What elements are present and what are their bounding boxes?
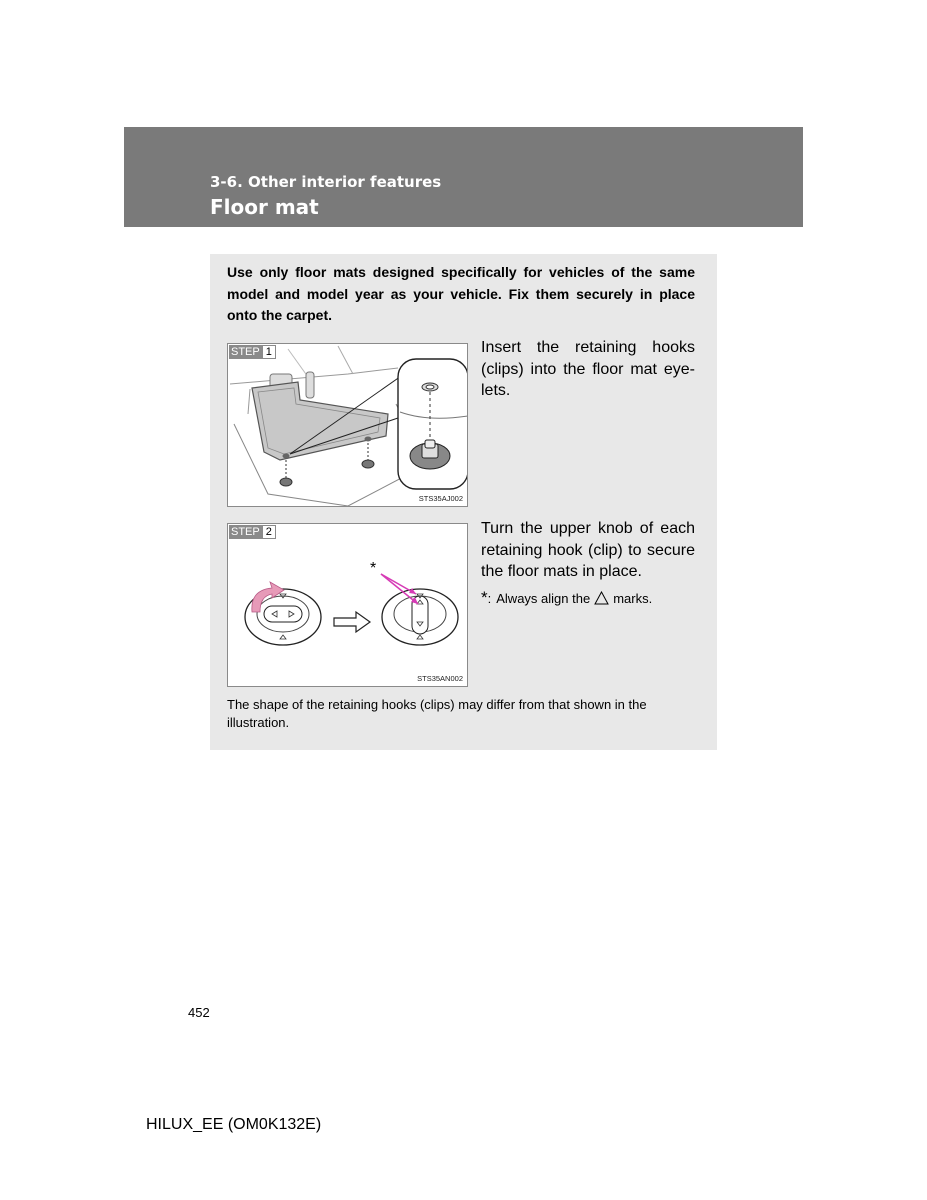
section-header bbox=[124, 127, 803, 227]
step2-badge bbox=[229, 525, 276, 539]
step2-instruction: Turn the upper knob of each retaining hook (clip) to secure the floor mats in place. bbox=[481, 520, 695, 580]
step1-badge bbox=[229, 345, 276, 359]
step2-illustration bbox=[227, 523, 468, 687]
note-colon: : bbox=[487, 591, 492, 606]
document-id: HILUX_EE (OM0K132E) bbox=[146, 1116, 322, 1133]
floor-mat-hook-drawing bbox=[228, 344, 468, 507]
intro-warning-text: Use only floor mats designed specifically for vehicles of the same model and model year as your vehicle. Fix them securely in place onto the carpet. bbox=[227, 264, 695, 323]
section-label: 3-6. Other interior features bbox=[210, 173, 442, 191]
step1-illustration bbox=[227, 343, 468, 507]
step2-figure-code: STS35AN002 bbox=[417, 674, 463, 683]
note-star: * bbox=[481, 588, 488, 607]
knob-turn-drawing bbox=[228, 524, 468, 687]
step1-figure-code: STS35AJ002 bbox=[418, 494, 463, 503]
step2-badge-label: STEP bbox=[231, 526, 260, 538]
step1-badge-label: STEP bbox=[231, 346, 260, 358]
alignment-note bbox=[481, 589, 652, 606]
step2-badge-number: 2 bbox=[262, 525, 276, 539]
page-title: Floor mat bbox=[210, 195, 319, 219]
triangle-mark-icon bbox=[594, 591, 609, 608]
shape-difference-note: The shape of the retaining hooks (clips) may differ from that shown in the illustration. bbox=[227, 697, 647, 730]
note-text-before: Always align the bbox=[496, 591, 591, 606]
step2-callout-star: * bbox=[370, 560, 377, 577]
step1-instruction: Insert the retaining hooks (clips) into the floor mat eye-lets. bbox=[481, 339, 695, 399]
step1-badge-number: 1 bbox=[262, 345, 276, 359]
note-text-after: marks. bbox=[613, 591, 653, 606]
page-number: 452 bbox=[188, 1005, 210, 1020]
info-panel bbox=[210, 254, 717, 750]
